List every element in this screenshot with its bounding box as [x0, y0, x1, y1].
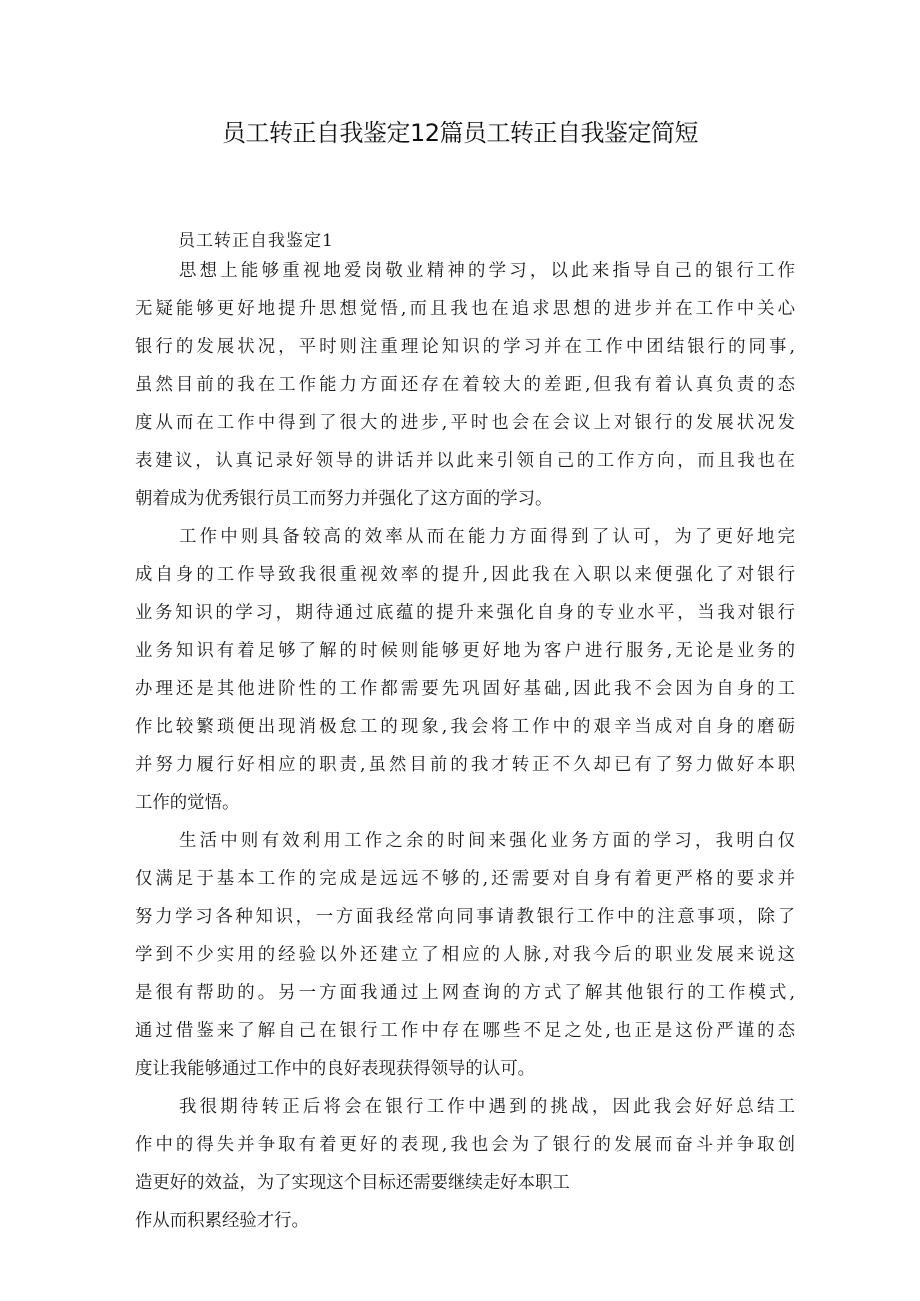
paragraph-line: 度让我能够通过工作中的良好表现获得领导的认可。	[135, 1059, 535, 1079]
paragraph-line: 表建议，认真记录好领导的讲话并以此来引领自己的工作方向，而且我也在	[135, 451, 795, 471]
section-heading: 员工转正自我鉴定1	[178, 231, 334, 251]
paragraph-line: 业务知识有着足够了解的时候则能够更好地为客户进行服务,无论是业务的	[135, 641, 795, 661]
document-body	[135, 252, 795, 1240]
paragraph-line: 通过借鉴来了解自己在银行工作中存在哪些不足之处,也正是这份严谨的态	[135, 1021, 795, 1041]
paragraph-line: 并努力履行好相应的职责,虽然目前的我才转正不久却已有了努力做好本职	[135, 755, 795, 775]
paragraph-line: 成自身的工作导致我很重视效率的提升,因此我在入职以来便强化了对银行	[135, 565, 795, 585]
paragraph-line: 作从而积累经验才行。	[135, 1211, 309, 1231]
paragraph-line: 学到不少实用的经验以外还建立了相应的人脉,对我今后的职业发展来说这	[135, 945, 795, 965]
paragraph-line: 仅满足于基本工作的完成是远远不够的,还需要对自身有着更严格的要求并	[135, 869, 795, 889]
paragraph-line: 作比较繁琐便出现消极怠工的现象,我会将工作中的艰辛当成对自身的磨砺	[135, 717, 795, 737]
paragraph-line: 造更好的效益，为了实现这个目标还需要继续走好本职工	[135, 1173, 570, 1193]
paragraph-line: 虽然目前的我在工作能力方面还存在着较大的差距,但我有着认真负责的态	[135, 375, 795, 395]
paragraph-line: 度从而在工作中得到了很大的进步,平时也会在会议上对银行的发展状况发	[135, 413, 795, 433]
paragraph-line: 我很期待转正后将会在银行工作中遇到的挑战，因此我会好好总结工	[179, 1097, 795, 1117]
paragraph-line: 工作中则具备较高的效率从而在能力方面得到了认可，为了更好地完	[179, 527, 795, 547]
paragraph-line: 是很有帮助的。另一方面我通过上网查询的方式了解其他银行的工作模式,	[135, 983, 795, 1003]
paragraph-line: 思想上能够重视地爱岗敬业精神的学习，以此来指导自己的银行工作	[179, 261, 795, 281]
document-title: 员工转正自我鉴定12篇员工转正自我鉴定简短	[221, 119, 699, 147]
paragraph-line: 朝着成为优秀银行员工而努力并强化了这方面的学习。	[135, 489, 553, 509]
paragraph-line: 努力学习各种知识，一方面我经常向同事请教银行工作中的注意事项，除了	[135, 907, 795, 927]
paragraph-line: 办理还是其他进阶性的工作都需要先巩固好基础,因此我不会因为自身的工	[135, 679, 795, 699]
paragraph-line: 作中的得失并争取有着更好的表现,我也会为了银行的发展而奋斗并争取创	[135, 1135, 795, 1155]
paragraph-line: 银行的发展状况，平时则注重理论知识的学习并在工作中团结银行的同事,	[135, 337, 795, 357]
paragraph-line: 工作的觉悟。	[135, 793, 240, 813]
paragraph-line: 生活中则有效利用工作之余的时间来强化业务方面的学习，我明白仅	[179, 831, 795, 851]
paragraph-line: 业务知识的学习，期待通过底蕴的提升来强化自身的专业水平，当我对银行	[135, 603, 795, 623]
paragraph-line: 无疑能够更好地提升思想觉悟,而且我也在追求思想的进步并在工作中关心	[135, 299, 795, 319]
